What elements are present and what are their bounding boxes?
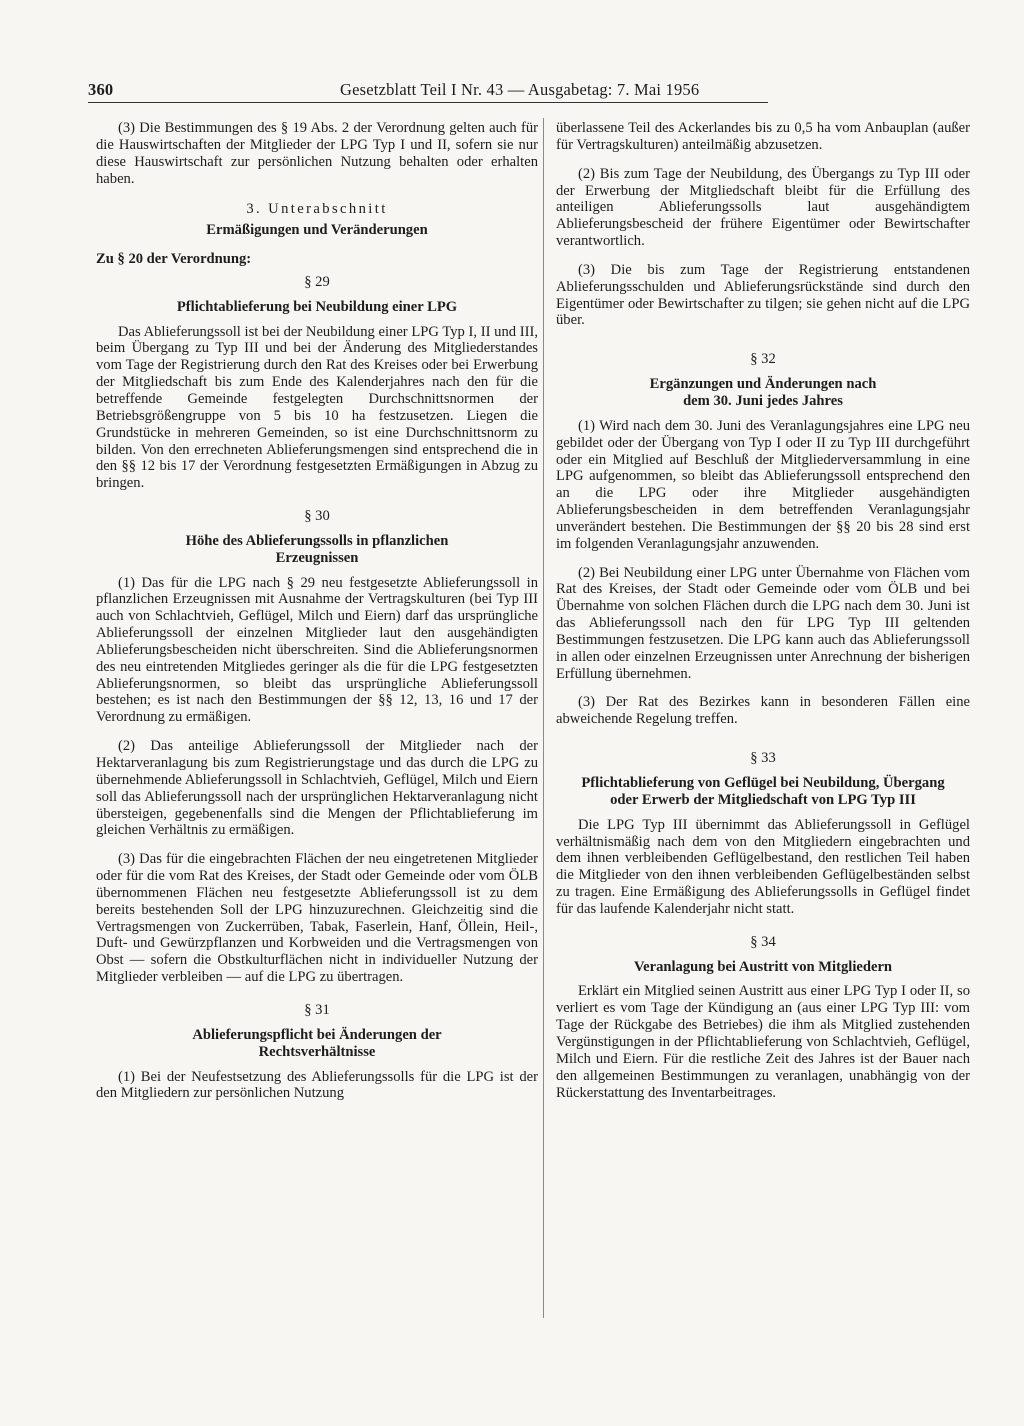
column-divider bbox=[543, 118, 544, 1318]
subsection-label: 3. Unterabschnitt bbox=[246, 201, 388, 218]
section-29-title: Pflichtablieferung bei Neubildung einer LPG bbox=[176, 298, 458, 315]
right-column bbox=[556, 120, 970, 1113]
section-31-paragraph-2: (2) Bis zum Tage der Neubildung, des Übergangs zu Typ III oder der Erwerbung der Mitgliedschaft bleibt für die Erfüllung des anteiligen Ablieferungssolls laut ausgehändigtem Ablieferungsbescheid der frühere Eigentümer oder Bewirtschafter verantwortlich. bbox=[556, 165, 970, 250]
section-31-paragraph-3: (3) Die bis zum Tage der Registrierung entstandenen Ablieferungsschulden und Ablieferungsrückstände sind durch den Eigentümer oder Bewirtschafter zu tilgen; sie gehen nicht auf die LPG über. bbox=[556, 261, 970, 329]
section-34-text: Erklärt ein Mitglied seinen Austritt aus einer LPG Typ I oder II, so verliert es vom Tage der Kündigung an (aus einer LPG Typ III: vom Tage der Rückgabe des Betriebes) die ihm als Mitglied zustehenden Vergünstigungen in der Pflichtablieferung von Schlachtvieh, Geflügel, Milch und Eiern. Für die restliche Zeit des Jahres ist der Bauer nach den allgemeinen Bestimmungen zu veranlagen, unabhängig von der Rückerstattung des Inventarbeitrages. bbox=[556, 983, 970, 1101]
reference-heading: Zu § 20 der Verordnung: bbox=[96, 251, 252, 268]
page-number: 360 bbox=[88, 80, 114, 99]
section-32-paragraph-2: (2) Bei Neubildung einer LPG unter Übernahme von Flächen vom Rat des Kreises, der Stadt oder Gemeinde oder vom ÖLB und bei Übernahme von solchen Flächen durch die LPG nach dem 30. Juni ist das Ablieferungssoll nach den für LPG Typ III geltenden Bestimmungen festzusetzen. Die LPG kann auch das Ablieferungssoll in allen oder einzelnen Erzeugnissen unter Anrechnung der bisherigen Erfüllung übernehmen. bbox=[556, 564, 970, 682]
section-30-symbol: § 30 bbox=[304, 508, 330, 525]
section-31-paragraph-1-continued: überlassene Teil des Ackerlandes bis zu 0,5 ha vom Anbauplan (außer für Vertragskulturen) anteilmäßig abzusetzen. bbox=[556, 120, 970, 153]
section-33-text: Die LPG Typ III übernimmt das Ablieferungssoll in Geflügel verhältnismäßig nach dem von den Mitgliedern eingebrachten und dem ihnen verbleibenden Geflügelbestand, den restlichen Teil haben die Mitglieder von den ihnen verbleibenden Geflügelbeständen selbst zu tragen. Eine Ermäßigung des Ablieferungssolls in Geflügel findet für das laufende Kalenderjahr nicht statt. bbox=[556, 816, 970, 917]
section-33-symbol: § 33 bbox=[750, 750, 776, 767]
page-header bbox=[88, 78, 768, 103]
header-title: Gesetzblatt Teil I Nr. 43 — Ausgabetag: 7. Mai 1956 bbox=[340, 80, 700, 99]
left-column bbox=[96, 120, 538, 1102]
section-30-paragraph-1: (1) Das für die LPG nach § 29 neu festgesetzte Ablieferungssoll in pflanzlichen Erzeugnissen mit Ausnahme der Vertragskulturen (bei Typ III auch von Schlachtvieh, Geflügel, Milch und Eiern) darf das ursprüngliche Ablieferungssoll der einzelnen Mitglieder laut den ausgehändigten Ablieferungsbescheiden nicht überschreiten. Sind die Ablieferungsnormen des neu eintretenden Mitgliedes geringer als die für die LPG festgesetzten Ablieferungsnormen, so bleibt das ursprüngliche Ablieferungssoll bestehen; es ist nach den Bestimmungen der §§ 12, 13, 16 und 17 der Verordnung zu ermäßigen. bbox=[96, 574, 538, 726]
section-29-text: Das Ablieferungssoll ist bei der Neubildung einer LPG Typ I, II und III, beim Übergang zu Typ III und bei der Änderung des Mitgliederstandes vom Tage der Registrierung durch den Rat des Kreises oder bei Erwerbung der Mitgliedschaft bis zum Ende des Kalenderjahres nach den für die betreffende Gemeinde festgelegten Durchschnittsnormen der Betriebsgrößengruppe von 5 bis 10 ha festzusetzen. Liegen die Grundstücke in mehreren Gemeinden, so ist eine Durchschnittsnorm zu bilden. Von den errechneten Ablieferungsmengen sind entsprechend die in den §§ 12 bis 17 der Verordnung festgesetzten Ermäßigungen in Abzug zu bringen. bbox=[96, 323, 538, 492]
section-30-paragraph-3: (3) Das für die eingebrachten Flächen der neu eingetretenen Mitglieder oder für die vom Rat des Kreises, der Stadt oder Gemeinde oder vom ÖLB übernommenen Flächen neu festgesetzte Ablieferungssoll ist zu dem bereits bestehenden Soll der LPG hinzuzurechnen. Gleichzeitig sind die Vertragsmengen von Zuckerrüben, Tabak, Faserlein, Hanf, Öllein, Heil-, Duft- und Gewürzpflanzen und Korbweiden und die Vertragsmengen von Obst — sofern die Obstkulturflächen nicht in individueller Nutzung der Mitglieder verbleiben — auf die LPG zu übertragen. bbox=[96, 851, 538, 986]
section-29-symbol: § 29 bbox=[304, 273, 330, 290]
subsection-title: Ermäßigungen und Veränderungen bbox=[206, 222, 428, 239]
section-34-title: Veranlagung bei Austritt von Mitgliedern bbox=[633, 958, 893, 975]
section-34-symbol: § 34 bbox=[750, 933, 776, 950]
section-31-title: Ablieferungspflicht bei Änderungen der Rechtsverhältnisse bbox=[192, 1026, 442, 1060]
section-32-paragraph-3: (3) Der Rat des Bezirkes kann in besonderen Fällen eine abweichende Regelung treffen. bbox=[556, 694, 970, 728]
section-31-paragraph-1: (1) Bei der Neufestsetzung des Ablieferungssolls für die LPG ist der den Mitgliedern zur persönlichen Nutzung bbox=[96, 1068, 538, 1102]
paragraph-19-3: (3) Die Bestimmungen des § 19 Abs. 2 der Verordnung gelten auch für die Hauswirtschaften der Mitglieder der LPG Typ I und II, sofern sie nur diese Hauswirtschaft zur persönlichen Nutzung behalten oder erhalten haben. bbox=[96, 120, 538, 187]
section-32-paragraph-1: (1) Wird nach dem 30. Juni des Veranlagungsjahres eine LPG neu gebildet oder der Übergang von Typ I oder II zu Typ III durchgeführt oder ein Mitglied auf Beschluß der Mitgliederversammlung in eine LPG aufgenommen, so bleibt das Ablieferungssoll entsprechend den an die LPG oder ihre Mitglieder ausgehändigten Ablieferungsbescheiden in dem betreffenden Veranlagungsjahr unverändert bestehen. Die Bestimmungen der §§ 20 bis 28 sind erst im folgenden Veranlagungsjahr anzuwenden. bbox=[556, 417, 970, 552]
section-33-title: Pflichtablieferung von Geflügel bei Neubildung, Übergang oder Erwerb der Mitgliedschaft von LPG Typ III bbox=[581, 775, 945, 808]
section-32-symbol: § 32 bbox=[750, 351, 776, 368]
section-31-symbol: § 31 bbox=[304, 1001, 330, 1018]
section-32-title: Ergänzungen und Änderungen nach dem 30. Juni jedes Jahres bbox=[649, 376, 877, 409]
section-30-paragraph-2: (2) Das anteilige Ablieferungssoll der Mitglieder nach der Hektarveranlagung bis zum Registrierungstage und das durch die LPG zu übernehmende Ablieferungssoll in Schlachtvieh, Geflügel, Milch und Eiern soll das Ablieferungssoll nach der ursprünglichen Hektarveranlagung nicht übersteigen, gegebenenfalls sind die Mengen der Pflichtablieferung im gleichen Verhältnis zu ermäßigen. bbox=[96, 738, 538, 839]
section-30-title: Höhe des Ablieferungssolls in pflanzlichen Erzeugnissen bbox=[185, 532, 449, 566]
